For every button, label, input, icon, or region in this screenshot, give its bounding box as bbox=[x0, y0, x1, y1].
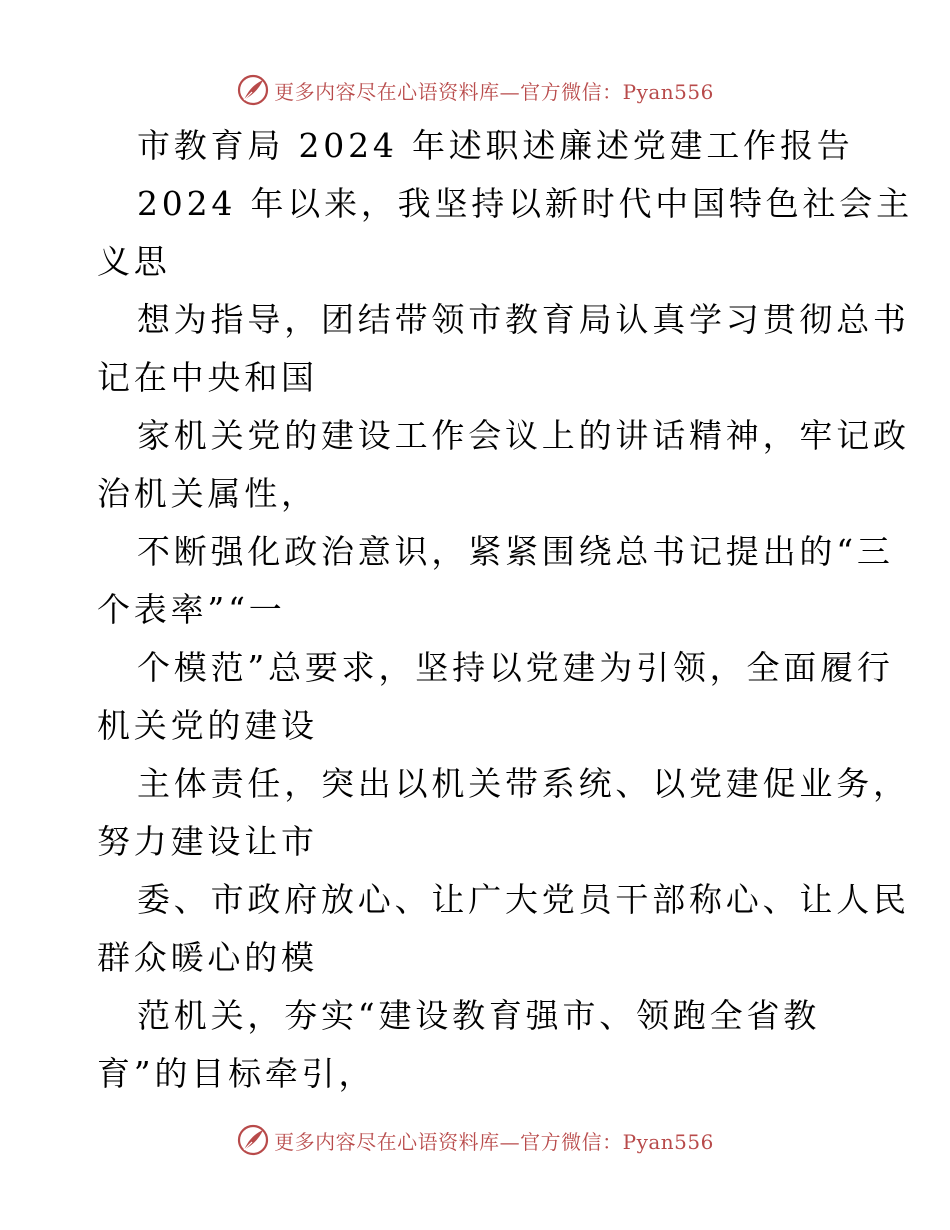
paragraph-line: 记在中央和国 bbox=[97, 358, 318, 397]
feather-quill-logo bbox=[236, 1123, 270, 1157]
paragraph-line: 个模范”总要求，坚持以党建为引领，全面履行 bbox=[137, 648, 894, 687]
paragraph-line: 2024 年以来，我坚持以新时代中国特色社会主 bbox=[137, 184, 913, 223]
paragraph-line: 机关党的建设 bbox=[97, 706, 318, 745]
feather-quill-logo bbox=[236, 73, 270, 107]
paragraph-line: 主体责任，突出以机关带系统、以党建促业务， bbox=[137, 764, 910, 803]
paragraph-line: 想为指导，团结带领市教育局认真学习贯彻总书 bbox=[137, 300, 910, 339]
paragraph-line: 努力建设让市 bbox=[97, 822, 318, 861]
paragraph-line: 委、市政府放心、让广大党员干部称心、让人民 bbox=[137, 880, 910, 919]
paragraph-line: 群众暖心的模 bbox=[97, 938, 318, 977]
paragraph-line: 范机关，夯实“建设教育强市、领跑全省教 bbox=[137, 996, 821, 1035]
paragraph-line: 育”的目标牵引， bbox=[97, 1054, 376, 1093]
footer-banner-text: 更多内容尽在心语资料库—官方微信：Pyan556 bbox=[274, 1129, 714, 1154]
paragraph-line: 治机关属性， bbox=[97, 474, 318, 513]
paragraph-line: 义思 bbox=[97, 242, 171, 281]
footer-banner bbox=[0, 1120, 950, 1160]
document-title: 市教育局 2024 年述职述廉述党建工作报告 bbox=[137, 126, 854, 165]
paragraph-line: 家机关党的建设工作会议上的讲话精神，牢记政 bbox=[137, 416, 910, 455]
header-banner bbox=[0, 70, 950, 110]
header-banner-text: 更多内容尽在心语资料库—官方微信：Pyan556 bbox=[274, 79, 714, 104]
paragraph-line: 个表率”“一 bbox=[97, 590, 286, 629]
paragraph-line: 不断强化政治意识，紧紧围绕总书记提出的“三 bbox=[137, 532, 894, 571]
